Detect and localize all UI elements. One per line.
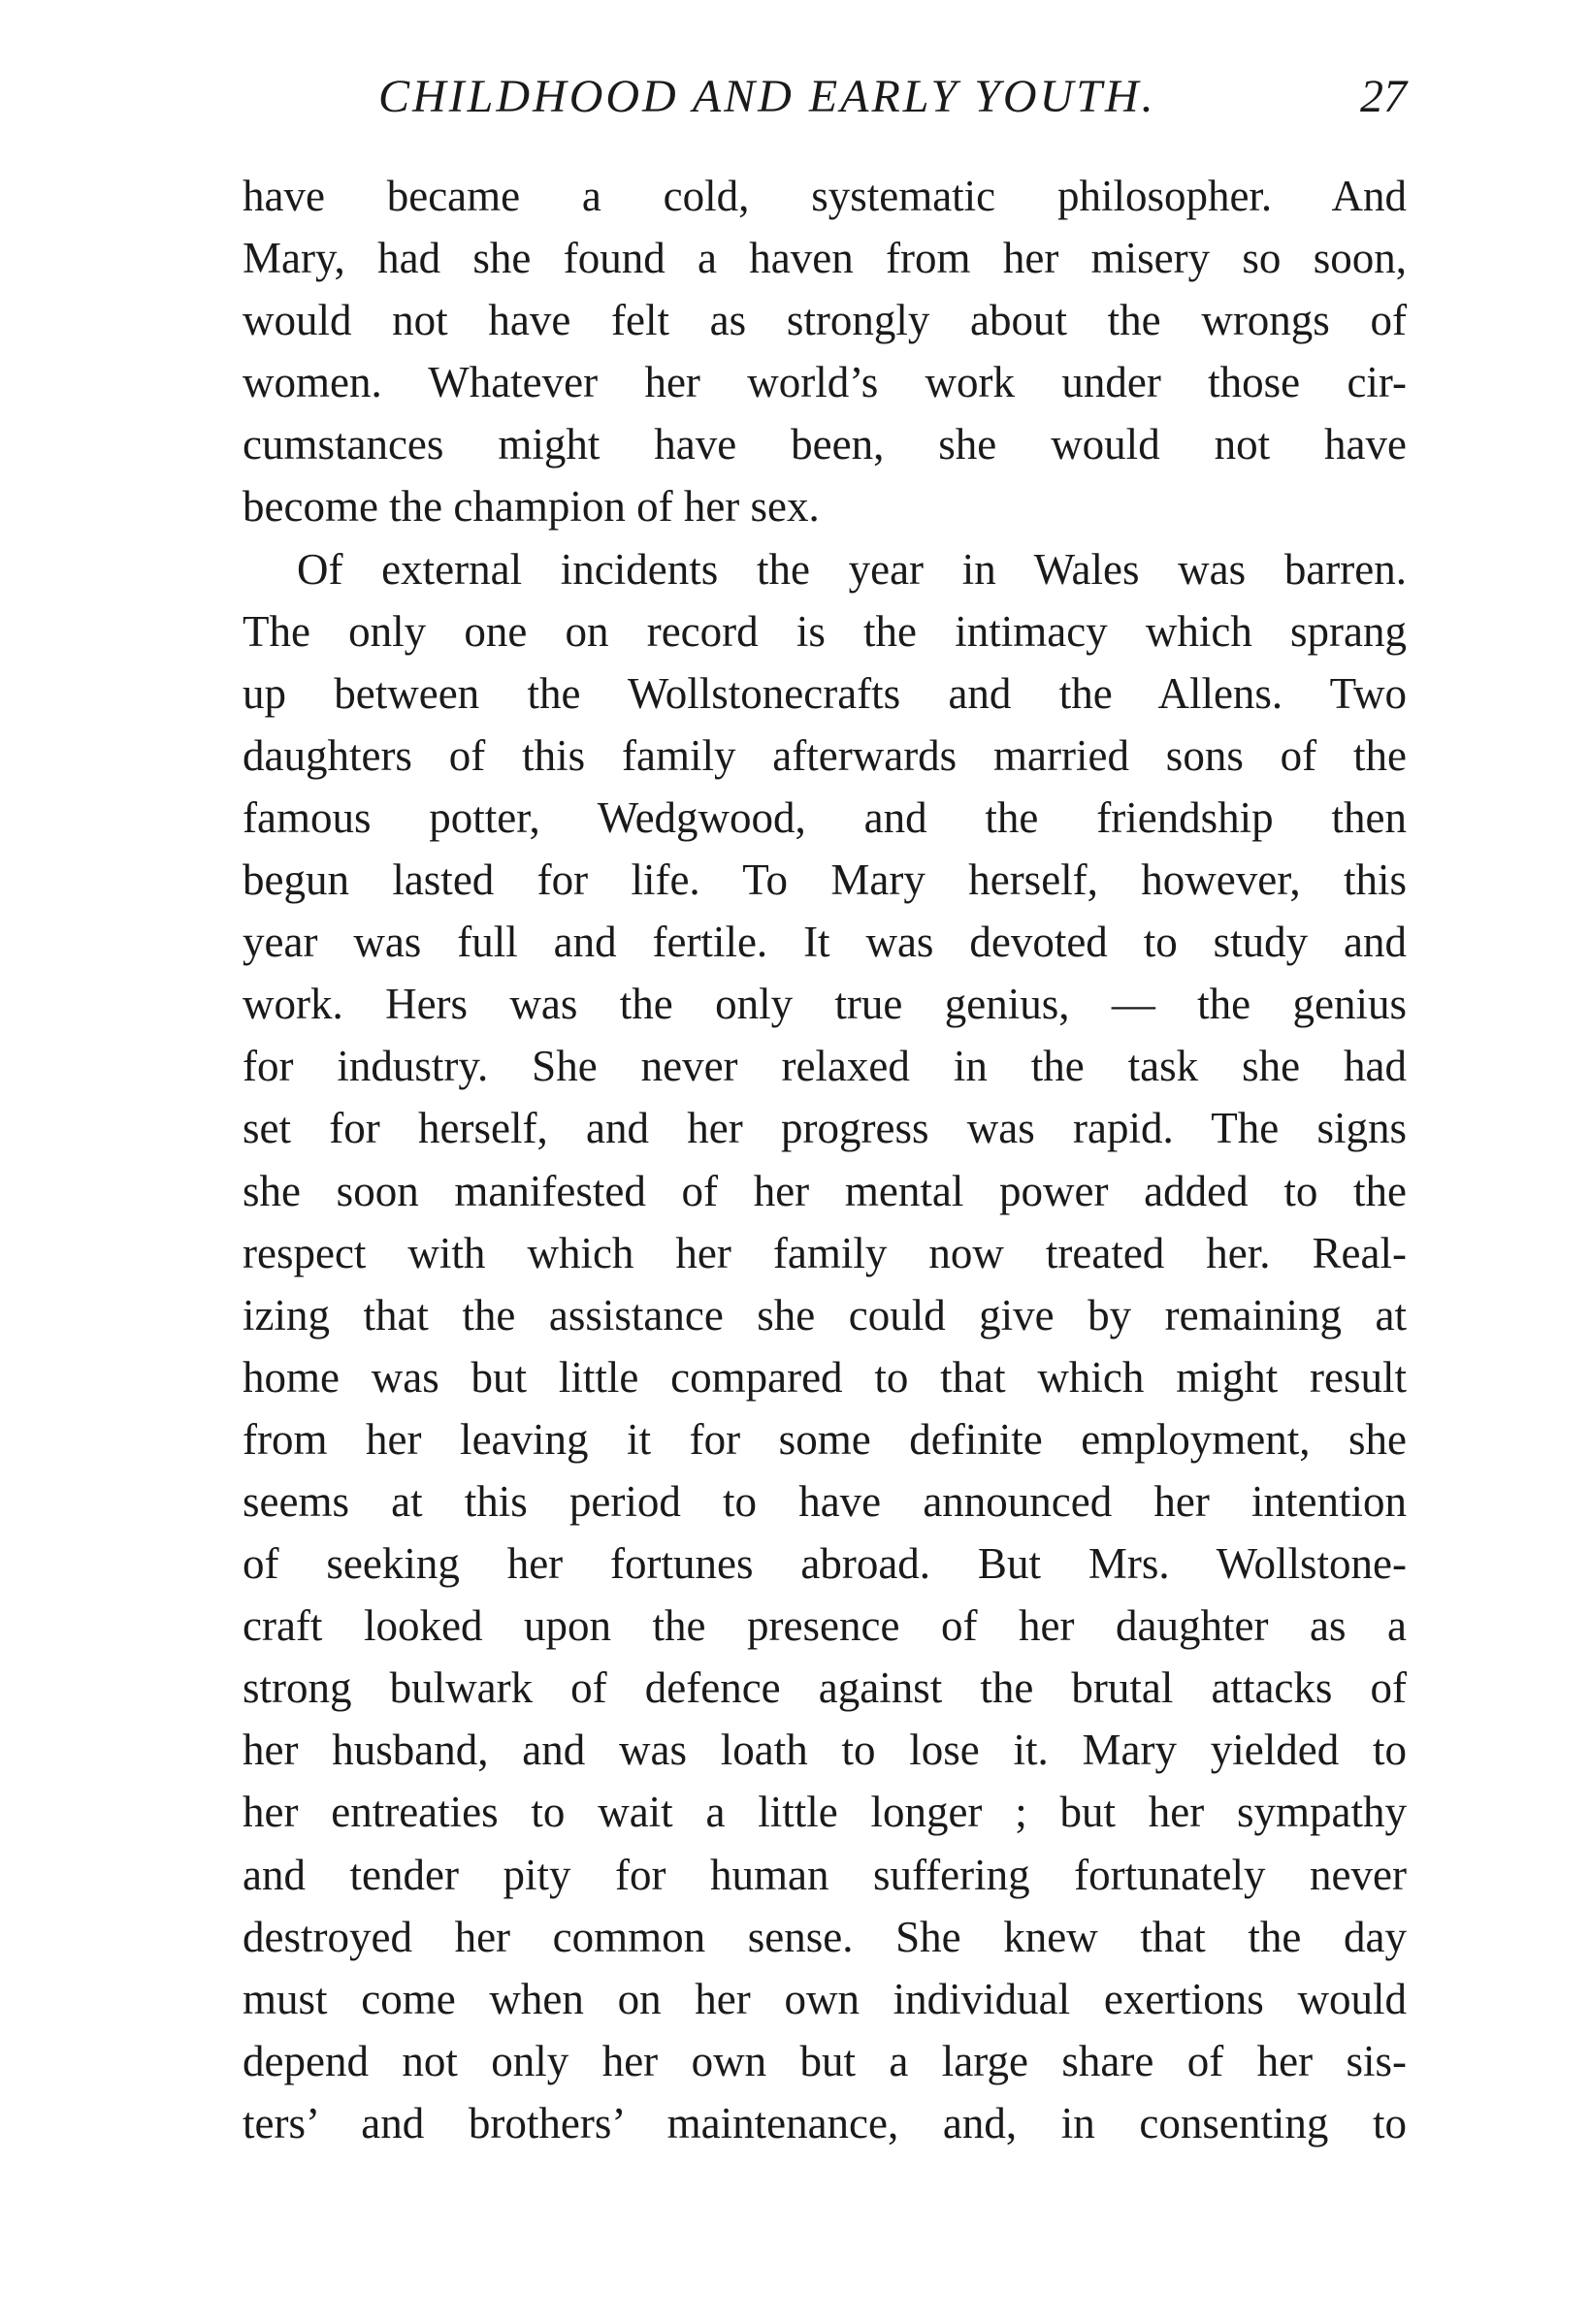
- text-line: respect with which her family now treated her. Real-: [243, 1228, 1407, 1277]
- running-title: CHILDHOOD AND EARLY YOUTH.: [378, 71, 1156, 122]
- text-line: set for herself, and her progress was rapid. The signs: [243, 1104, 1407, 1153]
- text-line: Of external incidents the year in Wales was barren.: [297, 544, 1407, 594]
- text-line: year was full and fertile. It was devoted to study and: [243, 918, 1407, 967]
- text-line: craft looked upon the presence of her daughter as a: [243, 1601, 1407, 1651]
- text-line: women. Whatever her world’s work under those cir-: [243, 358, 1407, 407]
- text-line: destroyed her common sense. She knew that the day: [243, 1912, 1407, 1961]
- text-line: for industry. She never relaxed in the task she had: [243, 1042, 1407, 1091]
- text-line: famous potter, Wedgwood, and the friendship then: [243, 792, 1407, 842]
- text-line: strong bulwark of defence against the brutal attacks of: [243, 1663, 1407, 1713]
- text-line: up between the Wollstonecrafts and the Allens. Two: [243, 668, 1407, 718]
- text-line: her husband, and was loath to lose it. Mary yielded to: [243, 1726, 1407, 1775]
- text-line: work. Hers was the only true genius, — the genius: [243, 980, 1407, 1029]
- text-line: cumstances might have been, she would not have: [243, 420, 1407, 469]
- text-line: her entreaties to wait a little longer ; but her sympathy: [243, 1788, 1407, 1837]
- text-line: The only one on record is the intimacy which sprang: [243, 606, 1407, 656]
- text-line: seems at this period to have announced her intention: [243, 1476, 1407, 1526]
- text-line: would not have felt as strongly about the wrongs of: [243, 296, 1407, 345]
- page-number: 27: [1360, 71, 1407, 122]
- text-line: she soon manifested of her mental power added to the: [243, 1166, 1407, 1215]
- text-line: become the champion of her sex.: [243, 482, 820, 532]
- text-line: must come when on her own individual exertions would: [243, 1974, 1407, 2023]
- text-line: begun lasted for life. To Mary herself, however, this: [243, 855, 1407, 905]
- text-line: and tender pity for human suffering fortunately never: [243, 1850, 1407, 1899]
- text-line: izing that the assistance she could give by remaining at: [243, 1290, 1407, 1340]
- text-line: from her leaving it for some definite employment, she: [243, 1414, 1407, 1464]
- body-text: [243, 165, 1407, 2154]
- text-line: ters’ and brothers’ maintenance, and, in consenting to: [243, 2098, 1407, 2147]
- running-head: [243, 70, 1407, 138]
- text-line: of seeking her fortunes abroad. But Mrs. Wollstone-: [243, 1539, 1407, 1589]
- text-line: daughters of this family afterwards married sons of the: [243, 730, 1407, 780]
- text-line: home was but little compared to that which might result: [243, 1352, 1407, 1402]
- text-line: have became a cold, systematic philosopher. And: [243, 172, 1407, 220]
- text-line: Mary, had she found a haven from her misery so soon,: [243, 234, 1407, 283]
- text-line: depend not only her own but a large share of her sis-: [243, 2036, 1407, 2085]
